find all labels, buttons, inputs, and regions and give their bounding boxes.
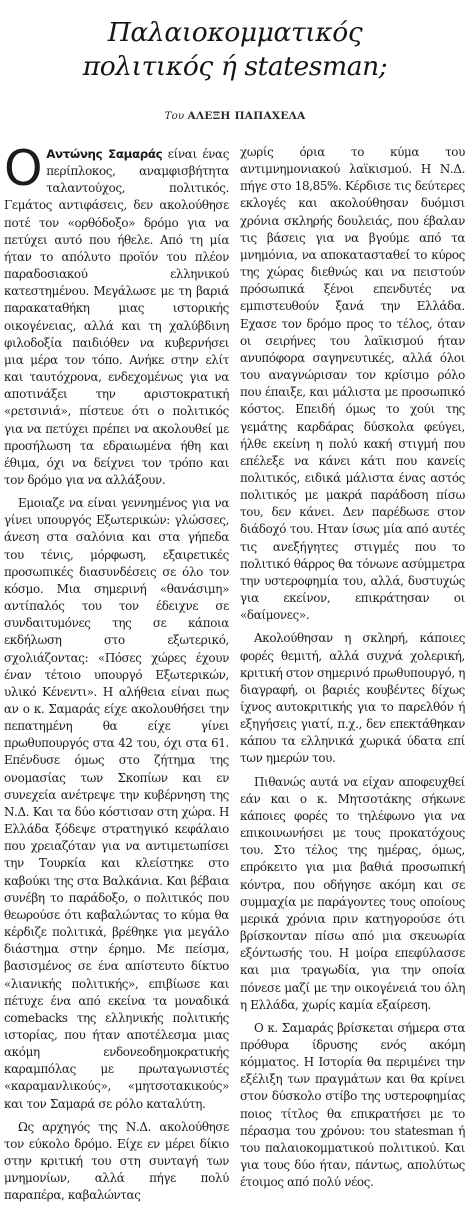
paragraph-text: είναι ένας περίπλοκος, αναμφισβήτητα ταλαντούχος, πολιτικός. Γεμάτος αντιφάσεις, δεν ακολούθησε ποτέ τον «ορθόδοξο» δρόμο για να πετύχει αυτό που ήθελε. Από τη μία ήταν το απόλυτο προϊόν του πλέον παραδοσιακού ελληνικού κατεστημένου. Μεγάλωσε με τη βαριά παρακαταθήκη μιας ιστορικής οικογένειας, αλλά και τη χαλύβδινη φιλοδοξία παιδιόθεν να κυβερνήσει μια μέρα τον τόπο. Ανήκε στην ελίτ και ταυτόχρονα, ενδεχομένως για να αποτινάξει την αριστοκρατική «ρετσινιά», πίστευε ότι ο πολιτικός για να πετύχει πρέπει να ακολουθεί με προσήλωση τα εδραιωμένα ήθη και έθιμα, όχι να δείχνει τον τρόπο και τον δρόμο για να αλλάξουν. bbox=[4, 147, 229, 487]
article-paragraph: Πιθανώς αυτά να είχαν αποφευχθεί εάν και ο κ. Μητσοτάκης σήκωνε κάποιες φορές το τηλέφωνο για να επικοινωνήσει με τους προκατόχους του. Στο τέλος της ημέρας, όμως, επρόκειτο για μια βαθιά προσωπική κόντρα, που οδήγησε ακόμη και σε συμμαχία με παράγοντες τους οποίους μερικά χρόνια πριν κατηγορούσε ότι βρίσκονταν πίσω από μια σκευωρία εξόντωσής του. Η μοίρα επεφύλασσε και μια τραγωδία, για την οποία πόνεσε μαζί με την οικογένειά του όλη η Ελλάδα, χωρίς καμία εξαίρεση. bbox=[240, 774, 465, 1012]
headline-line-1: Παλαιοκομματικός bbox=[107, 17, 363, 48]
article-paragraph: Εμοιαζε να είναι γεννημένος για να γίνει υπουργός Εξωτερικών: γλώσσες, άνεση στα σαλόνια και στα γήπεδα του τένις, μόρφωση, εξαιρετικές προσωπικές διασυνδέσεις σε όλο τον κόσμο. Μια σημερινή «θανάσιμη» αντίπαλός του τον έδειχνε σε συνδαιτυμόνες της σε κάποια εκδήλωση στο εξωτερικό, σχολιάζοντας: «Πόσες χώρες έχουν έναν τέτοιο υπουργό Εξωτερικών, υλικό Κένεντι». Η αλήθεια είναι πως αν ο κ. Σαμαράς είχε ακολουθήσει την πεπατημένη θα είχε γίνει πρωθυπουργός στα 42 του, όχι στα 61. Επένδυσε όμως στο ζήτημα της ονομασίας των Σκοπίων και εν συνεχεία ανέτρεψε την κυβέρνηση της Ν.Δ. Και τα δύο κόστισαν στη χώρα. Η Ελλάδα ξόδεψε στρατηγικό κεφάλαιο που χρειαζόταν για να αντιμετωπίσει την Τουρκία και κλείστηκε στο καβούκι της στα Βαλκάνια. Και βέβαια συνέβη το παράδοξο, ο πολιτικός που θεωρούσε ότι καβαλώντας το κύμα θα κέρδιζε πολιτικά, βρέθηκε για μεγάλο διάστημα στην έρημο. Με πείσμα, βασισμένος σε ένα απίστευτο δίκτυο «λιανικής πολιτικής», επιβίωσε και πέτυχε ένα από εκείνα τα μοναδικά comebacks της ελληνικής πολιτικής ιστορίας, που ήταν αποτέλεσμα μιας ακόμη ενδονεοδημοκρατικής καραμπόλας με πρωταγωνιστές «καραμανλικούς», «μητσοτακικούς» και τον Σαμαρά σε ρόλο καταλύτη. bbox=[4, 496, 229, 1111]
article-paragraph: Ο κ. Σαμαράς βρίσκεται σήμερα στα πρόθυρα ίδρυσης ενός ακόμη κόμματος. Η Ιστορία θα περιμένει την εξέλιξη των πραγμάτων και θα κρίνει στον δύσκολο στίβο της υστεροφημίας ποιος τίτλος θα επικρατήσει με το πέρασμα του χρόνου: του statesman ή του παλαιοκομματικού πολιτικού. Και για τους δύο ήταν, πάντως, απολύτως έτοιμος από πολύ νέος. bbox=[240, 1020, 465, 1190]
headline-line-2: πολιτικός ή statesman; bbox=[82, 51, 388, 82]
article-headline bbox=[0, 0, 470, 84]
byline-author: ΑΛΕΞΗ ΠΑΠΑΧΕΛΑ bbox=[187, 110, 306, 122]
lead-name: Αντώνης Σαμαράς bbox=[46, 147, 163, 161]
byline bbox=[0, 110, 470, 122]
drop-cap: Ο bbox=[4, 140, 43, 197]
article-column-left bbox=[4, 140, 229, 1203]
article-paragraph: Ως αρχηγός της Ν.Δ. ακολούθησε τον εύκολο δρόμο. Είχε εν μέρει δίκιο στην κριτική του στη συνταγή των μνημονίων, αλλά πήγε πολύ παραπέρα, καβαλώντας bbox=[4, 1119, 229, 1203]
byline-prefix: Του bbox=[164, 110, 185, 122]
article-paragraph: χωρίς όρια το κύμα του αντιμνημονιακού λαϊκισμού. Η Ν.Δ. πήγε στο 18,85%. Κέρδισε τις δεύτερες εκλογές και ακολούθησαν δυόμισι χρόνια σκληρής δουλειάς, που έβαλαν τις βάσεις για να βγούμε από τα μνημόνια, να αποκατασταθεί το κύρος της χώρας διεθνώς και να πειστούν πρόσωπικά ξένοι επενδυτές να εμπιστευθούν ξανά την Ελλάδα. Εχασε τον δρόμο προς το τέλος, όταν οι σειρήνες του λαϊκισμού ήταν ανυπόφορα σαγηνευτικές, αλλά όλοι του αναγνώρισαν τον κρίσιμο ρόλο που έπαιξε, και μάλιστα με προσωπικό κόστος. Επειδή όμως το χούι της γεμάτης καρδάρας δύσκολα φεύγει, ήλθε εκείνη η πολύ κακή στιγμή που επέλεξε να κάνει κάτι που κανείς πολιτικός, ειδικά μάλιστα ένας αστός πολιτικός με μακρά παράδοση πίσω του, δεν κάνει. Δεν παρέδωσε στον διάδοχό του. Ηταν ίσως μία από αυτές τις ανεξήγητες στιγμές που το πολιτικό θάρρος θα τόνωνε ασύμμετρα την υστεροφημία του, αλλά, δυστυχώς για εκείνον, επικράτησαν οι «δαίμονες». bbox=[240, 145, 465, 623]
article-paragraph: Ακολούθησαν η σκληρή, κάποιες φορές θεμιτή, αλλά συχνά χολερική, κριτική στον σημερινό πρωθυπουργό, η διαγραφή, οι βαριές κουβέντες δίχως ίχνος αυτοκριτικής για το παρελθόν ή εξηγήσεις γιατί, π.χ., δεν επεκτάθηκαν κάπου τα ελληνικά χωρικά ύδατα επί των ημερών του. bbox=[240, 631, 465, 766]
article-paragraph bbox=[4, 140, 229, 489]
article-column-right bbox=[240, 144, 465, 1192]
